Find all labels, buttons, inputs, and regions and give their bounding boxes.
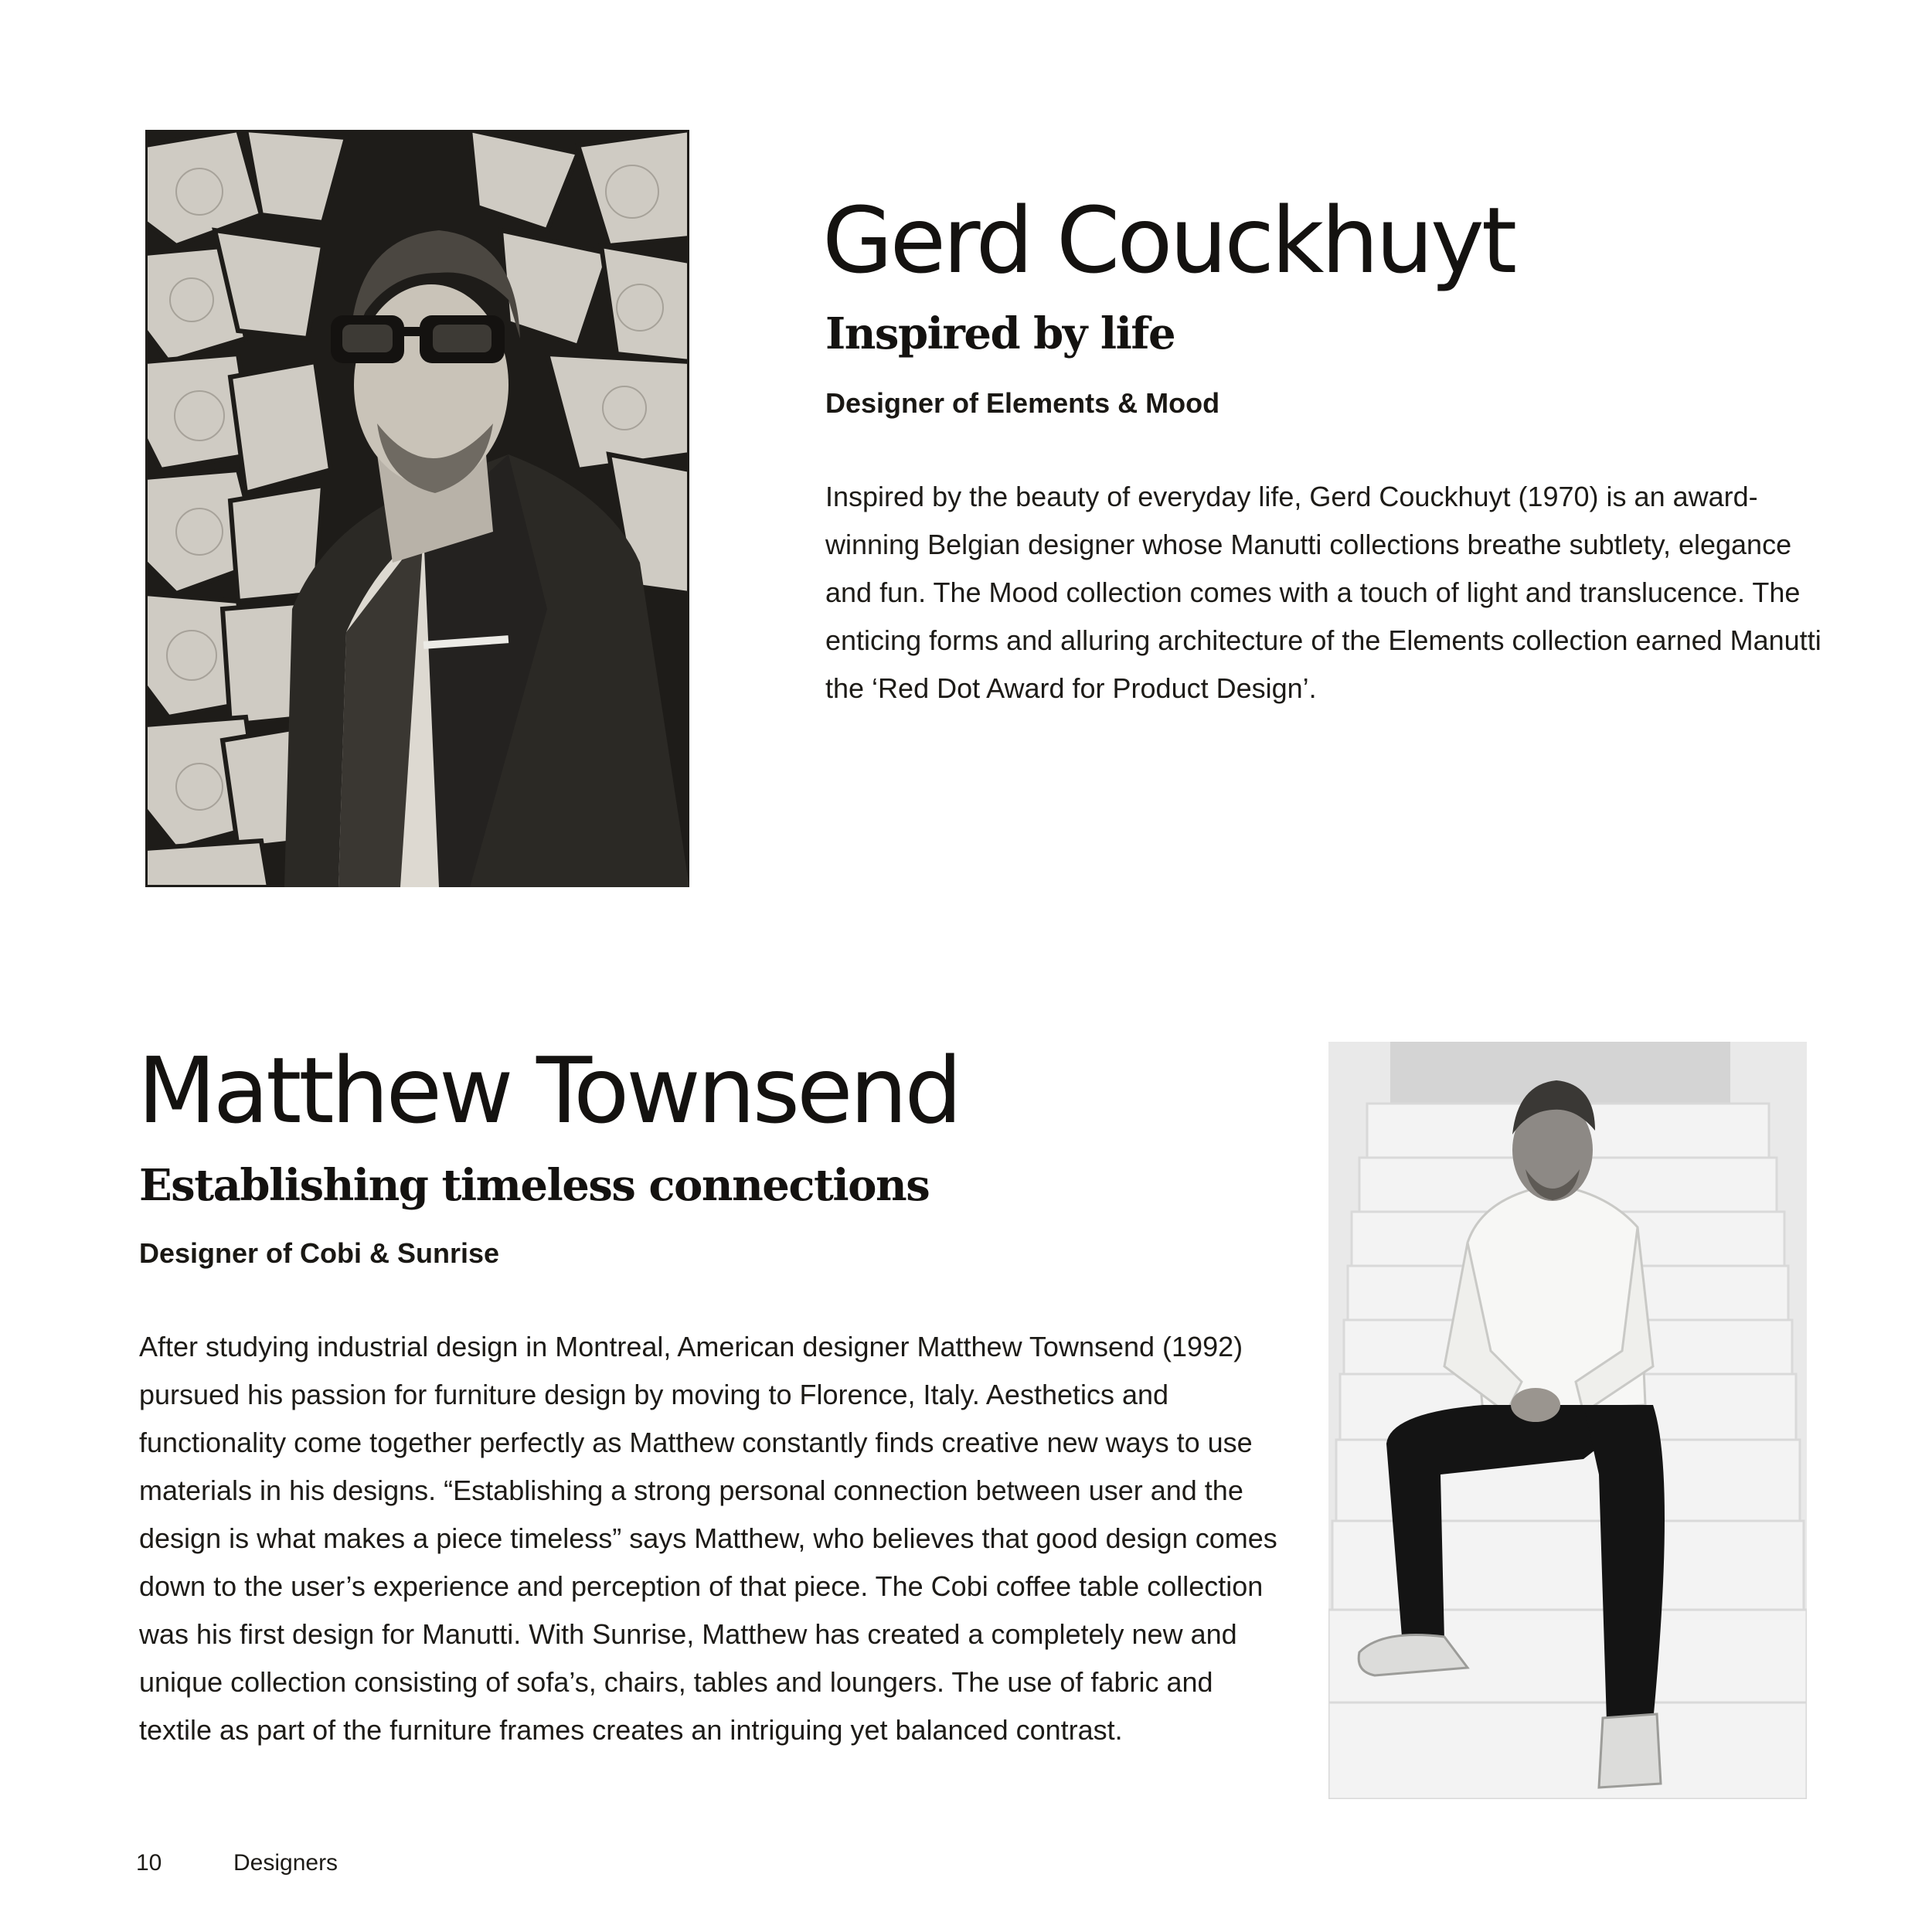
designer-name-matthew: Matthew Townsend — [138, 1037, 960, 1144]
portrait-photo-gerd-couckhuyt — [145, 130, 689, 887]
designer-bio-matthew: After studying industrial design in Montreal, American designer Matthew Townsend (1992) pursued his passion for furniture design by moving to Florence, Italy. Aesthetics and functionality come together perfectly as Matthew constantly finds creative new ways to use materials in his designs. “Establishing a strong personal connection between user and the design is what makes a piece timeless” says Matthew, who believes that good design comes down to the user’s experience and perception of that piece. The Cobi coffee table collection was his first design for Manutti. With Sunrise, Matthew has created a completely new and unique collection consisting of sofa’s, chairs, tables and loungers. The use of fabric and textile as part of the furniture frames creates an intriguing yet balanced contrast. — [139, 1331, 1277, 1746]
designer-role-gerd: Designer of Elements & Mood — [825, 387, 1220, 419]
designer-tagline-matthew: Establishing timeless connections — [139, 1160, 930, 1211]
designer-name-gerd: Gerd Couckhuyt — [822, 187, 1515, 294]
designer-tagline-gerd: Inspired by life — [825, 308, 1175, 359]
designer-role-matthew: Designer of Cobi & Sunrise — [139, 1237, 500, 1269]
portrait-photo-matthew-townsend — [1328, 1042, 1807, 1799]
designer-bio-gerd: Inspired by the beauty of everyday life, Gerd Couckhuyt (1970) is an award-winning Belgian designer whose Manutti collections breathe subtlety, elegance and fun. The Mood collection comes with a touch of light and translucence. The enticing forms and alluring architecture of the Elements collection earned Manutti the ‘Red Dot Award for Product Design’. — [825, 481, 1821, 704]
page-number: 10 — [136, 1850, 162, 1876]
footer-section-label: Designers — [233, 1850, 338, 1876]
